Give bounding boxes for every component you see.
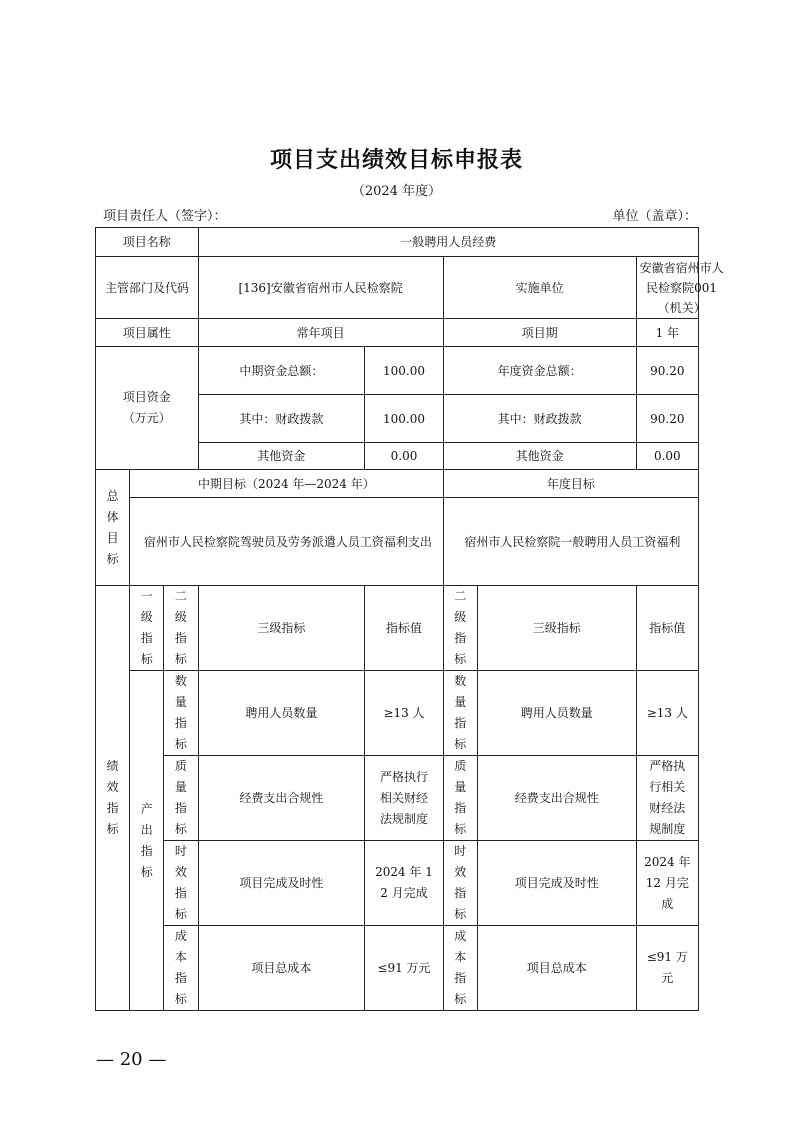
funds-label: 项目资金（万元）: [122, 390, 171, 425]
unit-seal-label: 单位（盖章）：: [612, 209, 697, 224]
annual-level3-label: 项目完成及时性: [477, 841, 636, 926]
level1-header: 一级指标: [140, 589, 153, 666]
level2-label: 成本指标: [174, 929, 187, 1006]
page-title: 项目支出绩效目标申报表: [269, 147, 523, 173]
mid-indicator-value: 2024 年 12 月完成: [375, 865, 433, 900]
mid-other-label: 其他资金: [198, 443, 365, 470]
level2-cell: [164, 671, 198, 756]
implementing-unit-cell: [636, 257, 724, 319]
perf-indicator-label-cell: [96, 586, 130, 1011]
level2-label: 数量指标: [174, 674, 187, 751]
annual-indicator-value-cell: [636, 756, 698, 841]
project-period-value: 1 年: [636, 319, 698, 347]
mid-goal-text: 宿州市人民检察院驾驶员及劳务派遣人员工资福利支出: [130, 498, 444, 586]
mid-indicator-value: ≥13 人: [365, 671, 443, 756]
annual-other-value: 0.00: [636, 443, 698, 470]
project-name-value: 一般聘用人员经费: [198, 228, 699, 257]
level2-cell: [164, 756, 198, 841]
mid-goal-header: 中期目标（2024 年—2024 年）: [130, 470, 444, 498]
indicator-header-row: [96, 586, 699, 671]
annual-other-label: 其他资金: [443, 443, 636, 470]
project-name-label: 项目名称: [96, 228, 199, 257]
annual-goal-text: 宿州市人民检察院一般聘用人员工资福利: [443, 498, 698, 586]
annual-value-header: 指标值: [636, 586, 698, 671]
annual-level2-label: 质量指标: [454, 759, 467, 836]
level2-label: 时效指标: [174, 844, 187, 921]
annual-level2-header: 二级指标: [454, 589, 467, 666]
level2-header: 二级指标: [174, 589, 187, 666]
mid-fiscal-value: 100.00: [365, 395, 443, 443]
department-label: 主管部门及代码: [104, 280, 189, 295]
annual-level2-cell: [443, 926, 477, 1011]
level2-cell: [164, 926, 198, 1011]
level3-label: 项目完成及时性: [198, 841, 365, 926]
annual-indicator-value: 严格执行相关财经法规制度: [649, 759, 686, 836]
perf-indicator-label: 绩效指标: [106, 759, 119, 836]
indicator-row-timeliness: [96, 841, 699, 926]
annual-level3-label: 经费支出合规性: [477, 756, 636, 841]
annual-total-label: 年度资金总额：: [443, 347, 636, 395]
annual-fiscal-label: 其中：财政拨款: [443, 395, 636, 443]
department-label-cell: [96, 257, 199, 319]
level2-cell: [164, 841, 198, 926]
annual-level2-label: 数量指标: [454, 674, 467, 751]
project-period-label: 项目期: [443, 319, 636, 347]
annual-level3-label: 项目总成本: [477, 926, 636, 1011]
fiscal-year: （2024 年度）: [351, 184, 442, 199]
annual-level2-cell: [443, 671, 477, 756]
goals-text-row: [96, 498, 699, 586]
annual-indicator-value-cell: [636, 841, 698, 926]
responsible-person-label: 项目责任人（签字）：: [103, 209, 227, 224]
overall-goals-label: 总体目标: [106, 488, 119, 566]
level1-header-cell: [130, 586, 164, 671]
output-indicator-label-cell: [130, 671, 164, 1011]
department-value: [136]安徽省宿州市人民检察院: [198, 257, 443, 319]
funds-total-row: [96, 347, 699, 395]
level2-label: 质量指标: [174, 759, 187, 836]
indicator-row-quality: [96, 756, 699, 841]
mid-indicator-value: ≤91 万元: [365, 926, 443, 1011]
project-attribute-label: 项目属性: [96, 319, 199, 347]
annual-level3-header: 三级指标: [477, 586, 636, 671]
annual-level2-cell: [443, 756, 477, 841]
attribute-row: [96, 319, 699, 347]
mid-total-label: 中期资金总额：: [198, 347, 365, 395]
annual-level3-label: 聘用人员数量: [477, 671, 636, 756]
annual-level2-header-cell: [443, 586, 477, 671]
page-number: — 20 —: [96, 1049, 167, 1070]
annual-fiscal-value: 90.20: [636, 395, 698, 443]
level3-label: 项目总成本: [198, 926, 365, 1011]
value-header: 指标值: [365, 586, 443, 671]
level2-header-cell: [164, 586, 198, 671]
funds-label-cell: [96, 347, 199, 470]
implementing-unit-value: 安徽省宿州市人民检察院001（机关）: [639, 260, 724, 315]
implementing-unit-label: 实施单位: [443, 257, 636, 319]
annual-level2-label: 成本指标: [454, 929, 467, 1006]
level3-label: 聘用人员数量: [198, 671, 365, 756]
annual-level2-label: 时效指标: [454, 844, 467, 921]
overall-goals-label-cell: [96, 470, 130, 586]
indicator-row-cost: [96, 926, 699, 1011]
goals-header-row: [96, 470, 699, 498]
annual-indicator-value-cell: [636, 926, 698, 1011]
mid-indicator-value-cell: [365, 756, 443, 841]
mid-fiscal-label: 其中：财政拨款: [198, 395, 365, 443]
annual-indicator-value: ≥13 人: [636, 671, 698, 756]
performance-target-table: [95, 227, 724, 1011]
project-attribute-value: 常年项目: [198, 319, 443, 347]
department-row: [96, 257, 699, 319]
mid-indicator-value-cell: [365, 841, 443, 926]
mid-indicator-value: 严格执行相关财经法规制度: [379, 769, 428, 826]
project-name-row: [96, 228, 699, 257]
annual-total-value: 90.20: [636, 347, 698, 395]
output-indicator-label: 产出指标: [140, 801, 153, 879]
annual-goal-header: 年度目标: [443, 470, 698, 498]
mid-other-value: 0.00: [365, 443, 443, 470]
annual-level2-cell: [443, 841, 477, 926]
annual-indicator-value: 2024 年 12 月完成: [644, 854, 691, 911]
level3-header: 三级指标: [198, 586, 365, 671]
annual-indicator-value: ≤91 万元: [646, 950, 688, 985]
level3-label: 经费支出合规性: [198, 756, 365, 841]
mid-total-value: 100.00: [365, 347, 443, 395]
indicator-row-quantity: [96, 671, 699, 756]
